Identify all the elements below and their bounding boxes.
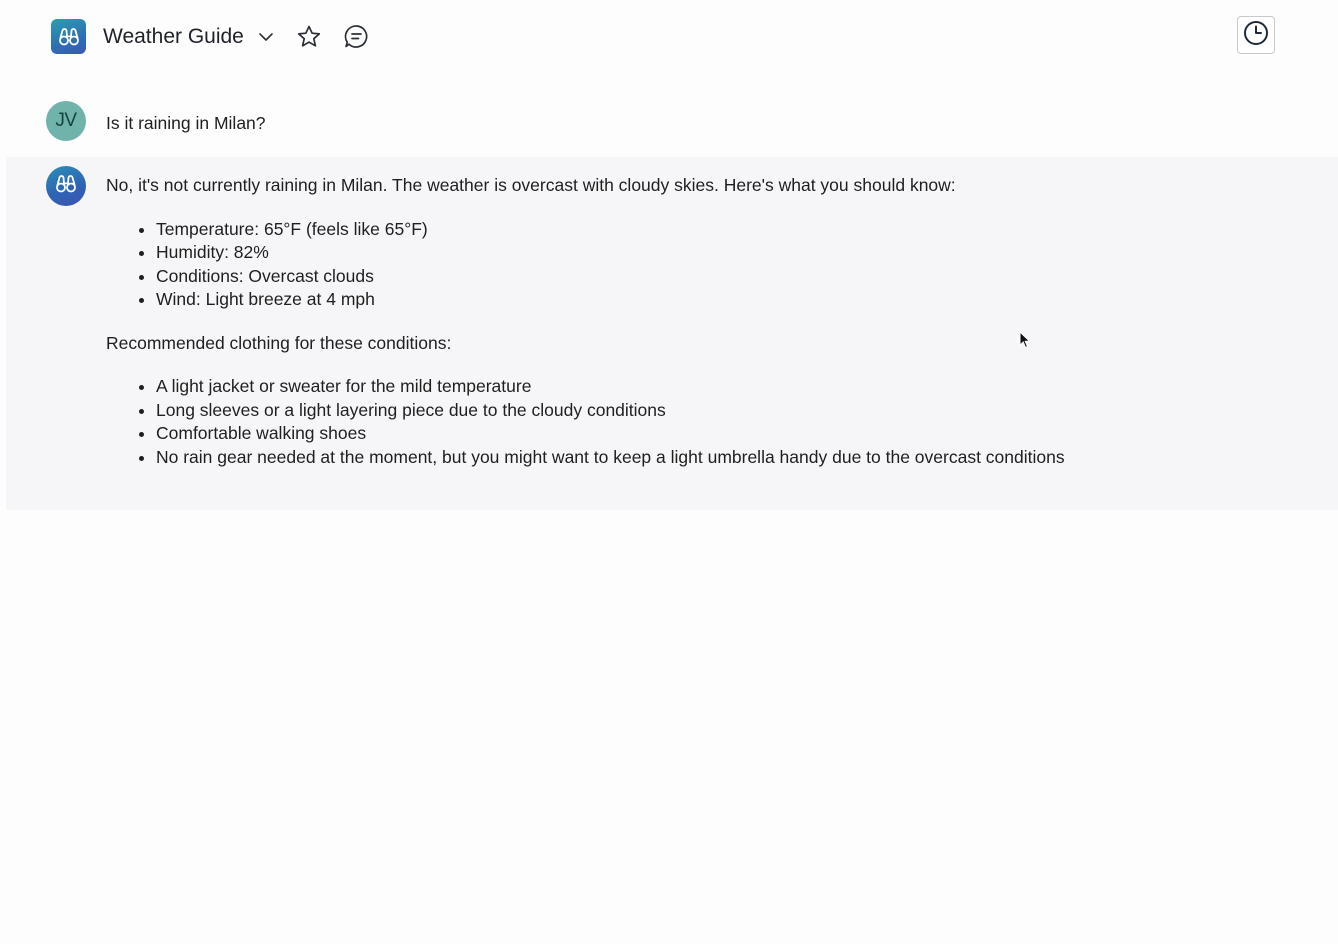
list-item: • Conditions: Overcast clouds: [156, 265, 1306, 289]
assistant-message-text: [106, 174, 1306, 469]
app-title[interactable]: Weather Guide: [103, 25, 244, 48]
list-item: • A light jacket or sweater for the mild temperature: [156, 375, 1306, 399]
list-item: • Temperature: 65°F (feels like 65°F): [156, 218, 1306, 242]
history-button[interactable]: [1237, 16, 1275, 54]
binoculars-icon[interactable]: [51, 19, 86, 54]
clothing-list: [106, 375, 1306, 469]
assistant-message-row: [6, 157, 1338, 510]
mouse-cursor-icon: [1019, 331, 1031, 349]
list-item: • Humidity: 82%: [156, 241, 1306, 265]
clock-icon: [1242, 19, 1270, 52]
list-item: • Long sleeves or a light layering piece due to the cloudy conditions: [156, 399, 1306, 423]
list-item: • Comfortable walking shoes: [156, 422, 1306, 446]
user-message-text: Is it raining in Milan?: [106, 113, 266, 133]
app-header: [0, 0, 1338, 72]
binoculars-icon: [55, 174, 77, 199]
chat-bubble-icon[interactable]: [343, 23, 370, 50]
assistant-intro: No, it's not currently raining in Milan. The weather is overcast with cloudy skies. Here's what you should know:: [106, 175, 956, 195]
weather-facts-list: [106, 218, 1306, 312]
assistant-avatar: [46, 166, 86, 206]
list-item: • Wind: Light breeze at 4 mph: [156, 288, 1306, 312]
star-icon[interactable]: [296, 24, 322, 50]
user-message-row: [0, 96, 1338, 154]
clothing-heading: Recommended clothing for these conditions:: [106, 332, 452, 353]
avatar: JV: [46, 101, 86, 141]
list-item: • No rain gear needed at the moment, but you might want to keep a light umbrella handy due to the overcast conditions: [156, 446, 1306, 470]
chevron-down-icon[interactable]: [255, 26, 277, 48]
